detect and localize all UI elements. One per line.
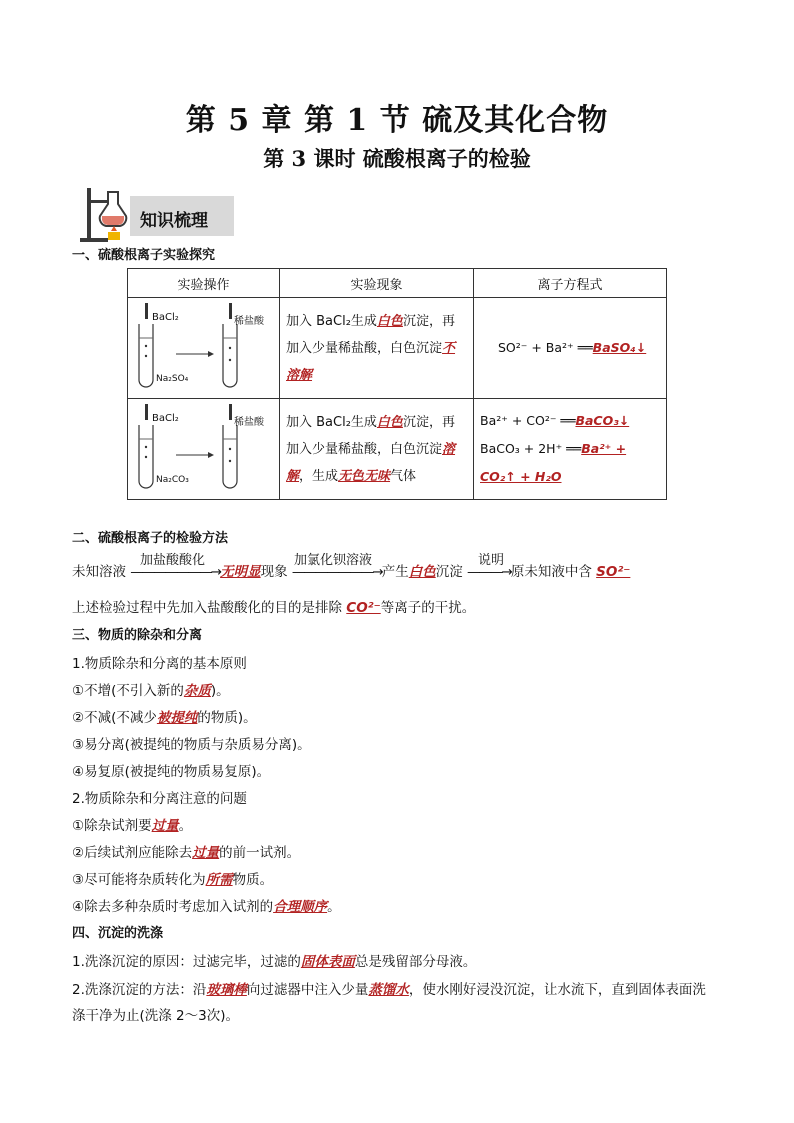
reagent-label: BaCl₂ — [152, 413, 179, 424]
answer: 玻璃棒 — [206, 982, 247, 998]
text: 向过滤器中注入少量 — [246, 982, 369, 998]
section1-heading: 一、硫酸根离子实验探究 — [72, 248, 216, 263]
arrow-label: 加氯化钡溶液 — [294, 553, 373, 568]
text: 加入 BaCl₂生成 — [286, 313, 377, 329]
answer: 所需 — [205, 872, 233, 888]
text: 等离子的干扰。 — [380, 600, 476, 616]
list-item — [72, 895, 341, 915]
banner-label: 知识梳理 — [140, 211, 208, 231]
lab-stand-icon — [78, 182, 138, 244]
knowledge-banner — [78, 182, 238, 242]
purpose-note — [72, 596, 475, 616]
equation-cell — [474, 399, 667, 500]
answer: Ba²⁺ + CO₂↑ + H₂O — [480, 441, 627, 484]
list-item — [72, 679, 230, 699]
paragraph: 涤干净为止(洗涤 2～3次)。 — [72, 1008, 240, 1024]
section3-heading: 三、物质的除杂和分离 — [72, 628, 203, 643]
text: 现象 — [260, 564, 288, 580]
text: 气体 — [390, 468, 417, 484]
text: 加入 BaCl₂生成 — [286, 414, 377, 430]
flow-arrow: ———————→ — [130, 564, 221, 580]
test-tube-diagram — [128, 399, 279, 499]
list-item: ④易复原(被提纯的物质易复原)。 — [72, 764, 271, 780]
test-tube-diagram — [128, 298, 279, 398]
table-row — [128, 399, 667, 500]
paragraph — [72, 950, 476, 970]
text: 沉淀 — [435, 564, 463, 580]
solution-label: Na₂CO₃ — [156, 475, 189, 485]
reagent-label: BaCl₂ — [152, 312, 179, 323]
text: 产生 — [381, 564, 409, 580]
solution-label: Na₂SO₄ — [156, 374, 189, 384]
text: 的前一试剂。 — [219, 845, 301, 861]
answer: 白色 — [376, 313, 403, 329]
paragraph — [72, 978, 706, 998]
header-phenomenon: 实验现象 — [280, 269, 474, 298]
header-operation: 实验操作 — [128, 269, 280, 298]
text: 原未知液中含 — [510, 564, 592, 580]
flow-arrow: ———————→ — [291, 564, 382, 580]
text: 2.洗涤沉淀的方法：沿 — [72, 982, 207, 998]
flow-start: 未知溶液 — [72, 564, 126, 580]
answer: 无明显 — [220, 564, 261, 580]
text: )。 — [210, 683, 230, 699]
list-item — [72, 868, 273, 888]
text: 的物质)。 — [197, 710, 257, 726]
answer: CO²⁻ — [346, 600, 381, 616]
flow-arrow: ———→ — [467, 564, 511, 580]
equation-text: Ba²⁺ + CO²⁻ ══ — [480, 413, 576, 428]
text: ①除杂试剂要 — [72, 818, 152, 834]
experiment-table — [127, 268, 667, 500]
answer: 过量 — [151, 818, 179, 834]
answer: 被提纯 — [156, 710, 198, 726]
header-equation: 离子方程式 — [474, 269, 667, 298]
text: 沉淀，再加入少量稀盐酸，白色沉淀 — [286, 313, 455, 356]
section4-heading: 四、沉淀的洗涤 — [72, 926, 164, 941]
answer: 杂质 — [183, 683, 211, 699]
answer: BaCO₃↓ — [575, 413, 630, 428]
table-header-row — [128, 269, 667, 298]
text: ③尽可能将杂质转化为 — [72, 872, 206, 888]
text: 。 — [327, 899, 341, 915]
page-title: 第 5 章 第 1 节 硫及其化合物 — [185, 103, 609, 138]
text: ②后续试剂应能除去 — [72, 845, 193, 861]
answer: 无色无味 — [338, 468, 391, 484]
list-item — [72, 706, 257, 726]
text: 1.洗涤沉淀的原因：过滤完毕，过滤的 — [72, 954, 301, 970]
text: ④除去多种杂质时考虑加入试剂的 — [72, 899, 274, 915]
answer: 蒸馏水 — [368, 982, 409, 998]
text: 。 — [178, 818, 193, 834]
text: ，使水刚好浸没沉淀，让水流下，直到固体表面洗 — [408, 982, 706, 998]
equation-cell — [474, 298, 667, 399]
list-item: ③易分离(被提纯的物质与杂质易分离)。 — [72, 737, 311, 753]
answer: 白色 — [408, 564, 436, 580]
text: 物质。 — [232, 872, 274, 888]
operation-cell — [128, 298, 280, 399]
answer: 溶解 — [286, 441, 456, 484]
equation-text: BaCO₃ + 2H⁺ ══ — [480, 441, 582, 456]
subheading: 1.物质除杂和分离的基本原则 — [72, 656, 247, 672]
reagent-label: 稀盐酸 — [234, 316, 264, 327]
arrow-label: 加盐酸酸化 — [140, 553, 206, 568]
answer: 合理顺序 — [273, 899, 328, 915]
answer: BaSO₄↓ — [592, 340, 647, 355]
operation-cell — [128, 399, 280, 500]
equation-text: SO²⁻ + Ba²⁺ ══ — [498, 340, 593, 355]
answer: 不溶解 — [286, 340, 456, 383]
text: 沉淀，再加入少量稀盐酸，白色沉淀 — [286, 414, 455, 457]
answer: 过量 — [192, 845, 220, 861]
list-item — [72, 841, 300, 861]
text: ②不减(不减少 — [72, 710, 157, 726]
subheading: 2.物质除杂和分离注意的问题 — [72, 791, 247, 807]
section2-heading: 二、硫酸根离子的检验方法 — [72, 531, 229, 546]
text: 上述检验过程中先加入盐酸酸化的目的是排除 — [72, 600, 342, 616]
text: 总是残留部分母液。 — [354, 954, 477, 970]
answer: SO²⁻ — [596, 564, 631, 580]
text: ①不增(不引入新的 — [72, 683, 184, 699]
phenomenon-cell — [280, 298, 474, 399]
answer: 白色 — [376, 414, 403, 430]
table-row — [128, 298, 667, 399]
reagent-label: 稀盐酸 — [234, 417, 264, 428]
text: ，生成 — [299, 468, 339, 484]
arrow-label: 说明 — [478, 553, 505, 568]
phenomenon-cell — [280, 399, 474, 500]
list-item — [72, 814, 192, 834]
answer: 固体表面 — [300, 954, 355, 970]
page-subtitle: 第 3 课时 硫酸根离子的检验 — [263, 146, 531, 171]
